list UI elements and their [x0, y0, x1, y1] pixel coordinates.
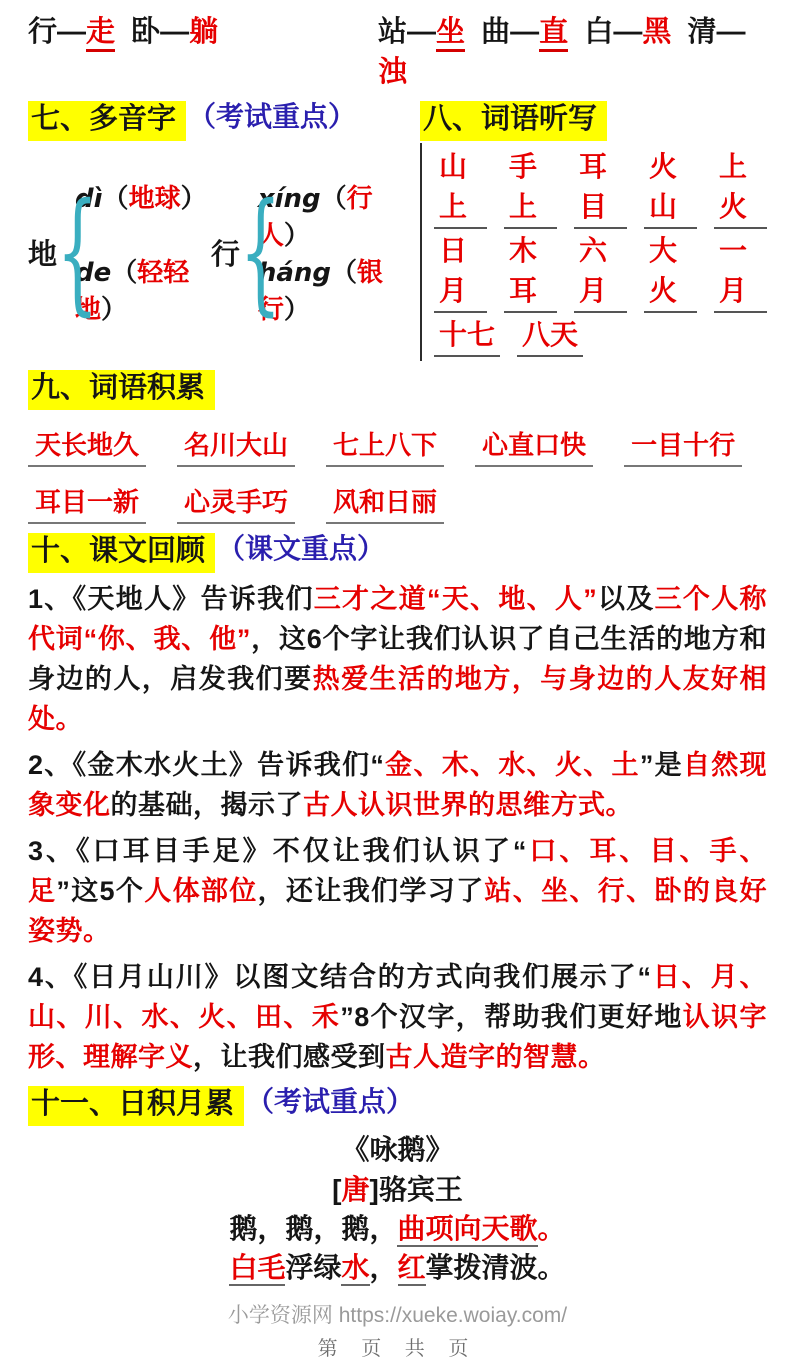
polyphone-group-di	[28, 178, 211, 326]
text-segment: 以及	[597, 584, 655, 614]
word-item: 木耳	[504, 229, 557, 313]
text-segment: 轻轻地	[75, 257, 190, 324]
section-11-title: 十一、日积月累	[28, 1086, 244, 1126]
polyphone-char: 行	[210, 238, 240, 271]
word-item: 心灵手巧	[177, 482, 295, 524]
text-segment: háng	[257, 258, 332, 288]
section-8-title: 八、词语听写	[420, 101, 607, 141]
text-segment: 三个人称代词“你、我、他”	[28, 584, 767, 654]
lesson-review-paragraph-2	[28, 745, 767, 825]
section-10-note: （课文重点）	[217, 533, 386, 564]
text-segment: ]骆宾王	[369, 1174, 463, 1205]
text-segment: 的基础，揭示了	[110, 790, 303, 820]
section-7-title: 七、多音字	[28, 101, 186, 141]
polyphone-and-dictation-block	[28, 143, 767, 361]
text-segment: 古人造字的智慧。	[385, 1042, 606, 1072]
text-segment: 曲项向天歌	[397, 1213, 537, 1247]
word-item: 上火	[714, 145, 767, 229]
text-segment: 2、《金木水火土》告诉我们“	[28, 750, 385, 780]
text-segment: ）	[283, 294, 310, 324]
text-segment: ，让	[193, 1042, 248, 1072]
text-segment	[465, 16, 481, 48]
text-segment: 热爱生活的地方，与身边的人友好相处。	[28, 664, 768, 734]
page-footer	[28, 1299, 767, 1361]
text-segment: ”是	[639, 750, 683, 780]
section-7-note: （考试重点）	[188, 101, 357, 132]
text-segment: xíng	[257, 184, 321, 214]
section-9-heading	[28, 370, 767, 410]
word-item: 七上八下	[326, 425, 444, 467]
polyphone-entries	[258, 178, 420, 326]
word-item: 一目十行	[624, 425, 742, 467]
text-segment: 躺	[189, 16, 219, 48]
word-item: 耳目一新	[28, 482, 146, 524]
polyphone-entry	[258, 178, 420, 252]
dictation-row	[434, 145, 767, 229]
accumulation-row	[28, 482, 767, 524]
text-segment: （	[320, 183, 347, 213]
text-segment: 白—	[584, 16, 643, 48]
antonym-group-left	[28, 12, 378, 92]
text-segment: 鹅，鹅，鹅，	[229, 1213, 398, 1244]
text-segment: 浮绿	[285, 1252, 342, 1283]
section-8-heading	[420, 101, 607, 141]
poem-line-2	[28, 1248, 767, 1287]
text-segment: （	[111, 257, 138, 287]
text-segment: 站—	[378, 16, 437, 48]
word-item: 心直口快	[475, 425, 593, 467]
brace-icon	[57, 182, 72, 322]
text-segment: 曲—	[481, 16, 540, 48]
text-segment: 3、《口耳目手足》不仅让我们认识了“	[28, 836, 527, 866]
antonym-group-right	[378, 12, 767, 92]
text-segment: （	[102, 183, 129, 213]
word-item: 风和日丽	[326, 482, 444, 524]
accumulation-row	[28, 425, 767, 467]
text-segment: 直	[539, 16, 568, 52]
text-segment: 黑	[642, 16, 672, 48]
lesson-review-paragraph-4	[28, 957, 767, 1077]
polyphone-group-xing	[211, 178, 420, 326]
word-item: 大火	[644, 229, 697, 313]
text-segment: 认识字形、理解字义	[28, 1002, 768, 1072]
text-segment: 行—	[28, 16, 87, 48]
text-segment: 行人	[257, 183, 373, 250]
text-segment: 古人认识世界的思维方式。	[303, 790, 633, 820]
section-7-8-heading-row	[28, 101, 767, 141]
text-segment: 红	[398, 1252, 426, 1286]
text-segment: 银行	[257, 257, 384, 324]
text-segment: 卧—	[131, 16, 190, 48]
polyphone-block	[28, 143, 420, 361]
text-segment: ）	[180, 183, 207, 213]
dictation-word-list	[420, 143, 767, 361]
section-10-title: 十、课文回顾	[28, 533, 215, 573]
text-segment: ，	[369, 1252, 398, 1283]
text-segment: 站、坐、行、卧的良好姿势。	[28, 876, 768, 946]
text-segment: 清—	[687, 16, 746, 48]
poem-line-1	[28, 1209, 767, 1248]
text-segment	[671, 16, 687, 48]
word-item: 火山	[644, 145, 697, 229]
text-segment: 我们感受到	[248, 1042, 386, 1072]
text-segment: 唐	[341, 1174, 370, 1205]
word-item: 一月	[714, 229, 767, 313]
text-segment: 1、《天地人》告诉我们	[28, 584, 314, 614]
text-segment: 水	[341, 1252, 369, 1286]
lesson-review-paragraph-1	[28, 579, 767, 739]
text-segment: 人体部位	[144, 876, 258, 906]
poem-author	[28, 1170, 767, 1209]
text-segment: 自然现象变化	[28, 750, 768, 820]
text-segment: （	[331, 257, 358, 287]
text-segment: 地球	[128, 183, 181, 213]
text-segment: 掌拨清波。	[425, 1252, 566, 1283]
text-segment: 。	[537, 1213, 566, 1244]
word-item: 十七	[434, 313, 500, 357]
text-segment: ）	[283, 220, 310, 250]
word-item: 手上	[504, 145, 557, 229]
text-segment: 白毛	[229, 1252, 285, 1286]
text-segment: de	[75, 258, 112, 288]
polyphone-char: 地	[28, 238, 58, 271]
text-segment: [	[332, 1174, 342, 1205]
text-segment: 金、木、水、火、土	[384, 750, 640, 780]
brace-icon	[239, 182, 254, 322]
text-segment: ”这5个	[56, 876, 145, 906]
word-item: 天长地久	[28, 425, 146, 467]
text-segment: ”8个汉字，帮助我们更好地	[340, 1002, 683, 1032]
section-11-heading	[28, 1086, 767, 1126]
word-item: 日月	[434, 229, 487, 313]
polyphone-entry	[258, 252, 420, 326]
word-item: 八天	[517, 313, 583, 357]
word-item: 耳目	[574, 145, 627, 229]
text-segment: 浊	[378, 56, 408, 88]
footer-site-url: 小学资源网 https://xueke.woiay.com/	[227, 1304, 568, 1327]
text-segment: ）	[101, 294, 128, 324]
text-segment: 走	[86, 16, 115, 52]
text-segment	[568, 16, 584, 48]
section-9-title: 九、词语积累	[28, 370, 215, 410]
section-7-heading	[28, 101, 420, 141]
text-segment: ，还让我们学习了	[257, 876, 485, 906]
text-segment: 4、《日月山川》以图文结合的方式向我们展示了“	[28, 962, 652, 992]
dictation-row	[434, 229, 767, 313]
text-segment: ，这6个字让我们认识了自己生活的地方和身边的人，启发我们要	[28, 624, 768, 694]
text-segment: 坐	[436, 16, 465, 52]
poem-title: 《咏鹅》	[341, 1134, 454, 1165]
section-11-note: （考试重点）	[246, 1086, 415, 1117]
poem-block	[28, 1130, 767, 1287]
word-item: 六月	[574, 229, 627, 313]
text-segment	[115, 16, 131, 48]
text-segment: 日、月、山、川、水、火、田、禾	[28, 962, 768, 1032]
word-item: 山上	[434, 145, 487, 229]
word-item: 名川大山	[177, 425, 295, 467]
lesson-review-paragraph-3	[28, 831, 767, 951]
section-10-heading	[28, 533, 767, 573]
text-segment: 口、耳、目、手、足	[28, 836, 768, 906]
text-segment: dì	[75, 184, 103, 214]
antonym-pairs-row	[28, 12, 767, 92]
footer-page-number: 第 页 共 页	[317, 1338, 478, 1360]
text-segment: 三才之道“天、地、人”	[313, 584, 598, 614]
dictation-row	[434, 313, 767, 357]
